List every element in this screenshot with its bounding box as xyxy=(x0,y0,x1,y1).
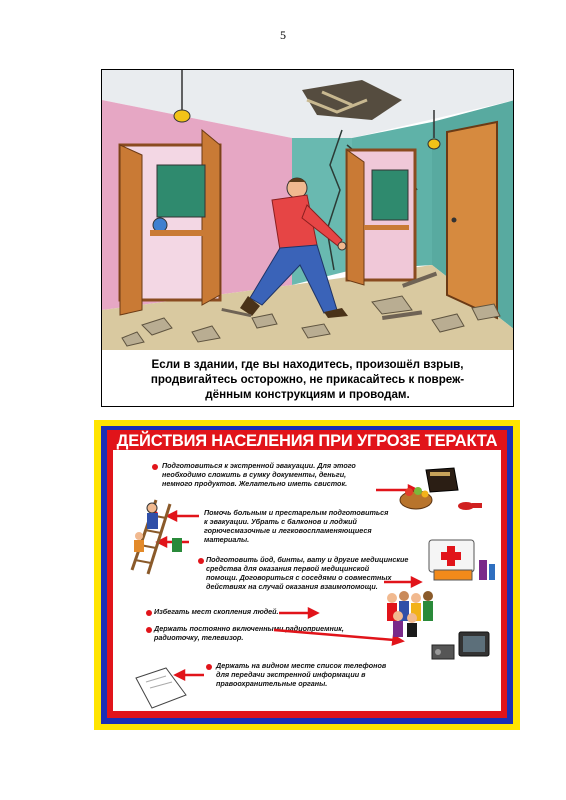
ladder-person-icon xyxy=(132,500,182,574)
illustration-caption: Если в здании, где вы находитесь, произошёл взрыв, продвигайтесь осторожно, не прикасайтесь к повреж- дённым конструкциям и проводам. xyxy=(150,358,465,401)
poster-item-5: Держать постоянно включенными радиоприемник, радиоточку, телевизор. xyxy=(154,624,344,642)
page-number: 5 xyxy=(280,28,286,42)
bag-icon xyxy=(426,468,458,492)
poster-item-4: Избегать мест скопления людей. xyxy=(154,607,279,616)
tv-icon xyxy=(459,632,489,656)
terror-threat-poster xyxy=(94,420,520,730)
poster-item-6: Держать на видном месте список телефонов для передачи экстренной информации в правоохранительные органы. xyxy=(216,661,387,688)
poster-item-1: Подготовиться к экстренной эвакуации. Для этого необходимо сложить в сумку документы, деньги, немного продуктов. Желательно иметь свисток. xyxy=(162,461,356,488)
crowd-icon xyxy=(387,591,433,637)
poster-title: ДЕЙСТВИЯ НАСЕЛЕНИЯ ПРИ УГРОЗЕ ТЕРАКТА xyxy=(116,432,498,450)
poster-pictures xyxy=(94,420,520,730)
poster-item-2: Помочь больным и престарелым подготовиться к эвакуации. Убрать с балконов и лоджий горючесмазочные и легковоспламеняющиеся материалы. xyxy=(204,508,389,544)
first-aid-kit-icon xyxy=(429,540,495,580)
poster-item-3: Подготовить йод, бинты, вату и другие медицинские средства для оказания первой медицинской помощи. Договориться с соседями о совместных действиях на случай оказания взаимопомощи. xyxy=(206,555,409,591)
whistle-icon xyxy=(458,502,482,510)
radio-icon xyxy=(432,645,454,659)
explosion-illustration xyxy=(101,69,514,407)
